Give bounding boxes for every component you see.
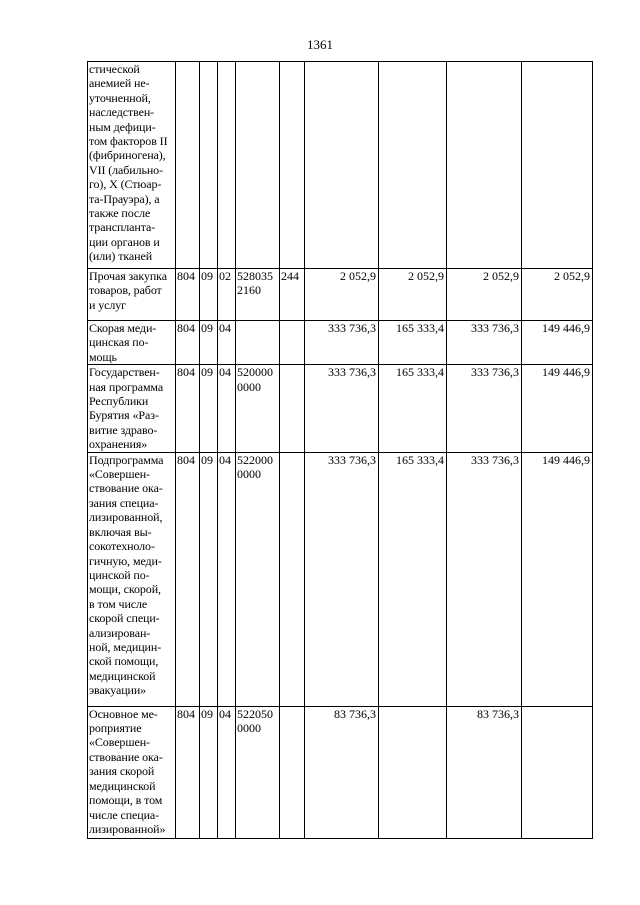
ministry-code-cell: 804 <box>176 452 200 706</box>
amount-cell-4: 2 052,9 <box>522 269 593 321</box>
target-article-code-cell <box>236 62 280 269</box>
table-row <box>88 62 593 269</box>
amount-cell-4: 149 446,9 <box>522 365 593 452</box>
amount-cell-3: 83 736,3 <box>447 706 522 838</box>
amount-cell-2: 165 333,4 <box>379 321 447 365</box>
amount-cell-1: 333 736,3 <box>305 452 379 706</box>
amount-cell-1 <box>305 62 379 269</box>
table-row <box>88 452 593 706</box>
ministry-code-cell: 804 <box>176 269 200 321</box>
amount-cell-4 <box>522 62 593 269</box>
amount-cell-2: 165 333,4 <box>379 452 447 706</box>
expense-type-code-cell <box>280 365 305 452</box>
table-row <box>88 321 593 365</box>
item-name-cell: Государствен- ная программа Республики Бурятия «Раз- витие здраво- охранения» <box>88 365 176 452</box>
subsection-code-cell: 04 <box>218 452 236 706</box>
table-row <box>88 269 593 321</box>
expense-type-code-cell <box>280 452 305 706</box>
amount-cell-1: 333 736,3 <box>305 365 379 452</box>
amount-cell-2: 2 052,9 <box>379 269 447 321</box>
amount-cell-1: 83 736,3 <box>305 706 379 838</box>
expense-type-code-cell: 244 <box>280 269 305 321</box>
amount-cell-3: 333 736,3 <box>447 452 522 706</box>
section-code-cell: 09 <box>200 706 218 838</box>
subsection-code-cell: 04 <box>218 706 236 838</box>
subsection-code-cell <box>218 62 236 269</box>
amount-cell-4: 149 446,9 <box>522 321 593 365</box>
amount-cell-1: 333 736,3 <box>305 321 379 365</box>
section-code-cell: 09 <box>200 365 218 452</box>
section-code-cell <box>200 62 218 269</box>
target-article-code-cell: 522000 0000 <box>236 452 280 706</box>
amount-cell-4 <box>522 706 593 838</box>
ministry-code-cell: 804 <box>176 706 200 838</box>
ministry-code-cell <box>176 62 200 269</box>
section-code-cell: 09 <box>200 452 218 706</box>
amount-cell-2 <box>379 62 447 269</box>
subsection-code-cell: 04 <box>218 365 236 452</box>
table-row <box>88 706 593 838</box>
target-article-code-cell: 520000 0000 <box>236 365 280 452</box>
subsection-code-cell: 04 <box>218 321 236 365</box>
item-name-cell: Подпрограмма «Совершен- ствование ока- зания специа- лизированной, включая вы- сокотехноло- гичную, меди- цинской по- мощи, скорой, в том числе скорой специ- ализирован- ной, медицин- ской помощи, медицинской эвакуации» <box>88 452 176 706</box>
expense-type-code-cell <box>280 62 305 269</box>
target-article-code-cell: 522050 0000 <box>236 706 280 838</box>
table-body <box>88 62 593 839</box>
amount-cell-1: 2 052,9 <box>305 269 379 321</box>
amount-cell-3: 2 052,9 <box>447 269 522 321</box>
amount-cell-3: 333 736,3 <box>447 365 522 452</box>
page-number: 1361 <box>307 37 333 52</box>
target-article-code-cell: 528035 2160 <box>236 269 280 321</box>
expense-type-code-cell <box>280 706 305 838</box>
ministry-code-cell: 804 <box>176 321 200 365</box>
amount-cell-3: 333 736,3 <box>447 321 522 365</box>
section-code-cell: 09 <box>200 321 218 365</box>
table-row <box>88 365 593 452</box>
section-code-cell: 09 <box>200 269 218 321</box>
item-name-cell: стической анемией не- уточненной, наследствен- ным дефици- том факторов II (фибриногена), VII (лабильно- го), X (Стюар- та-Прауэра), а также после транспланта- ции органов и (или) тканей <box>88 62 176 269</box>
amount-cell-4: 149 446,9 <box>522 452 593 706</box>
item-name-cell: Прочая закупка товаров, работ и услуг <box>88 269 176 321</box>
expense-type-code-cell <box>280 321 305 365</box>
amount-cell-3 <box>447 62 522 269</box>
amount-cell-2 <box>379 706 447 838</box>
amount-cell-2: 165 333,4 <box>379 365 447 452</box>
subsection-code-cell: 02 <box>218 269 236 321</box>
ministry-code-cell: 804 <box>176 365 200 452</box>
item-name-cell: Скорая меди- цинская по- мощь <box>88 321 176 365</box>
item-name-cell: Основное ме- роприятие «Совершен- ствование ока- зания скорой медицинской помощи, в том числе специа- лизированной» <box>88 706 176 838</box>
budget-table <box>87 61 593 839</box>
target-article-code-cell <box>236 321 280 365</box>
